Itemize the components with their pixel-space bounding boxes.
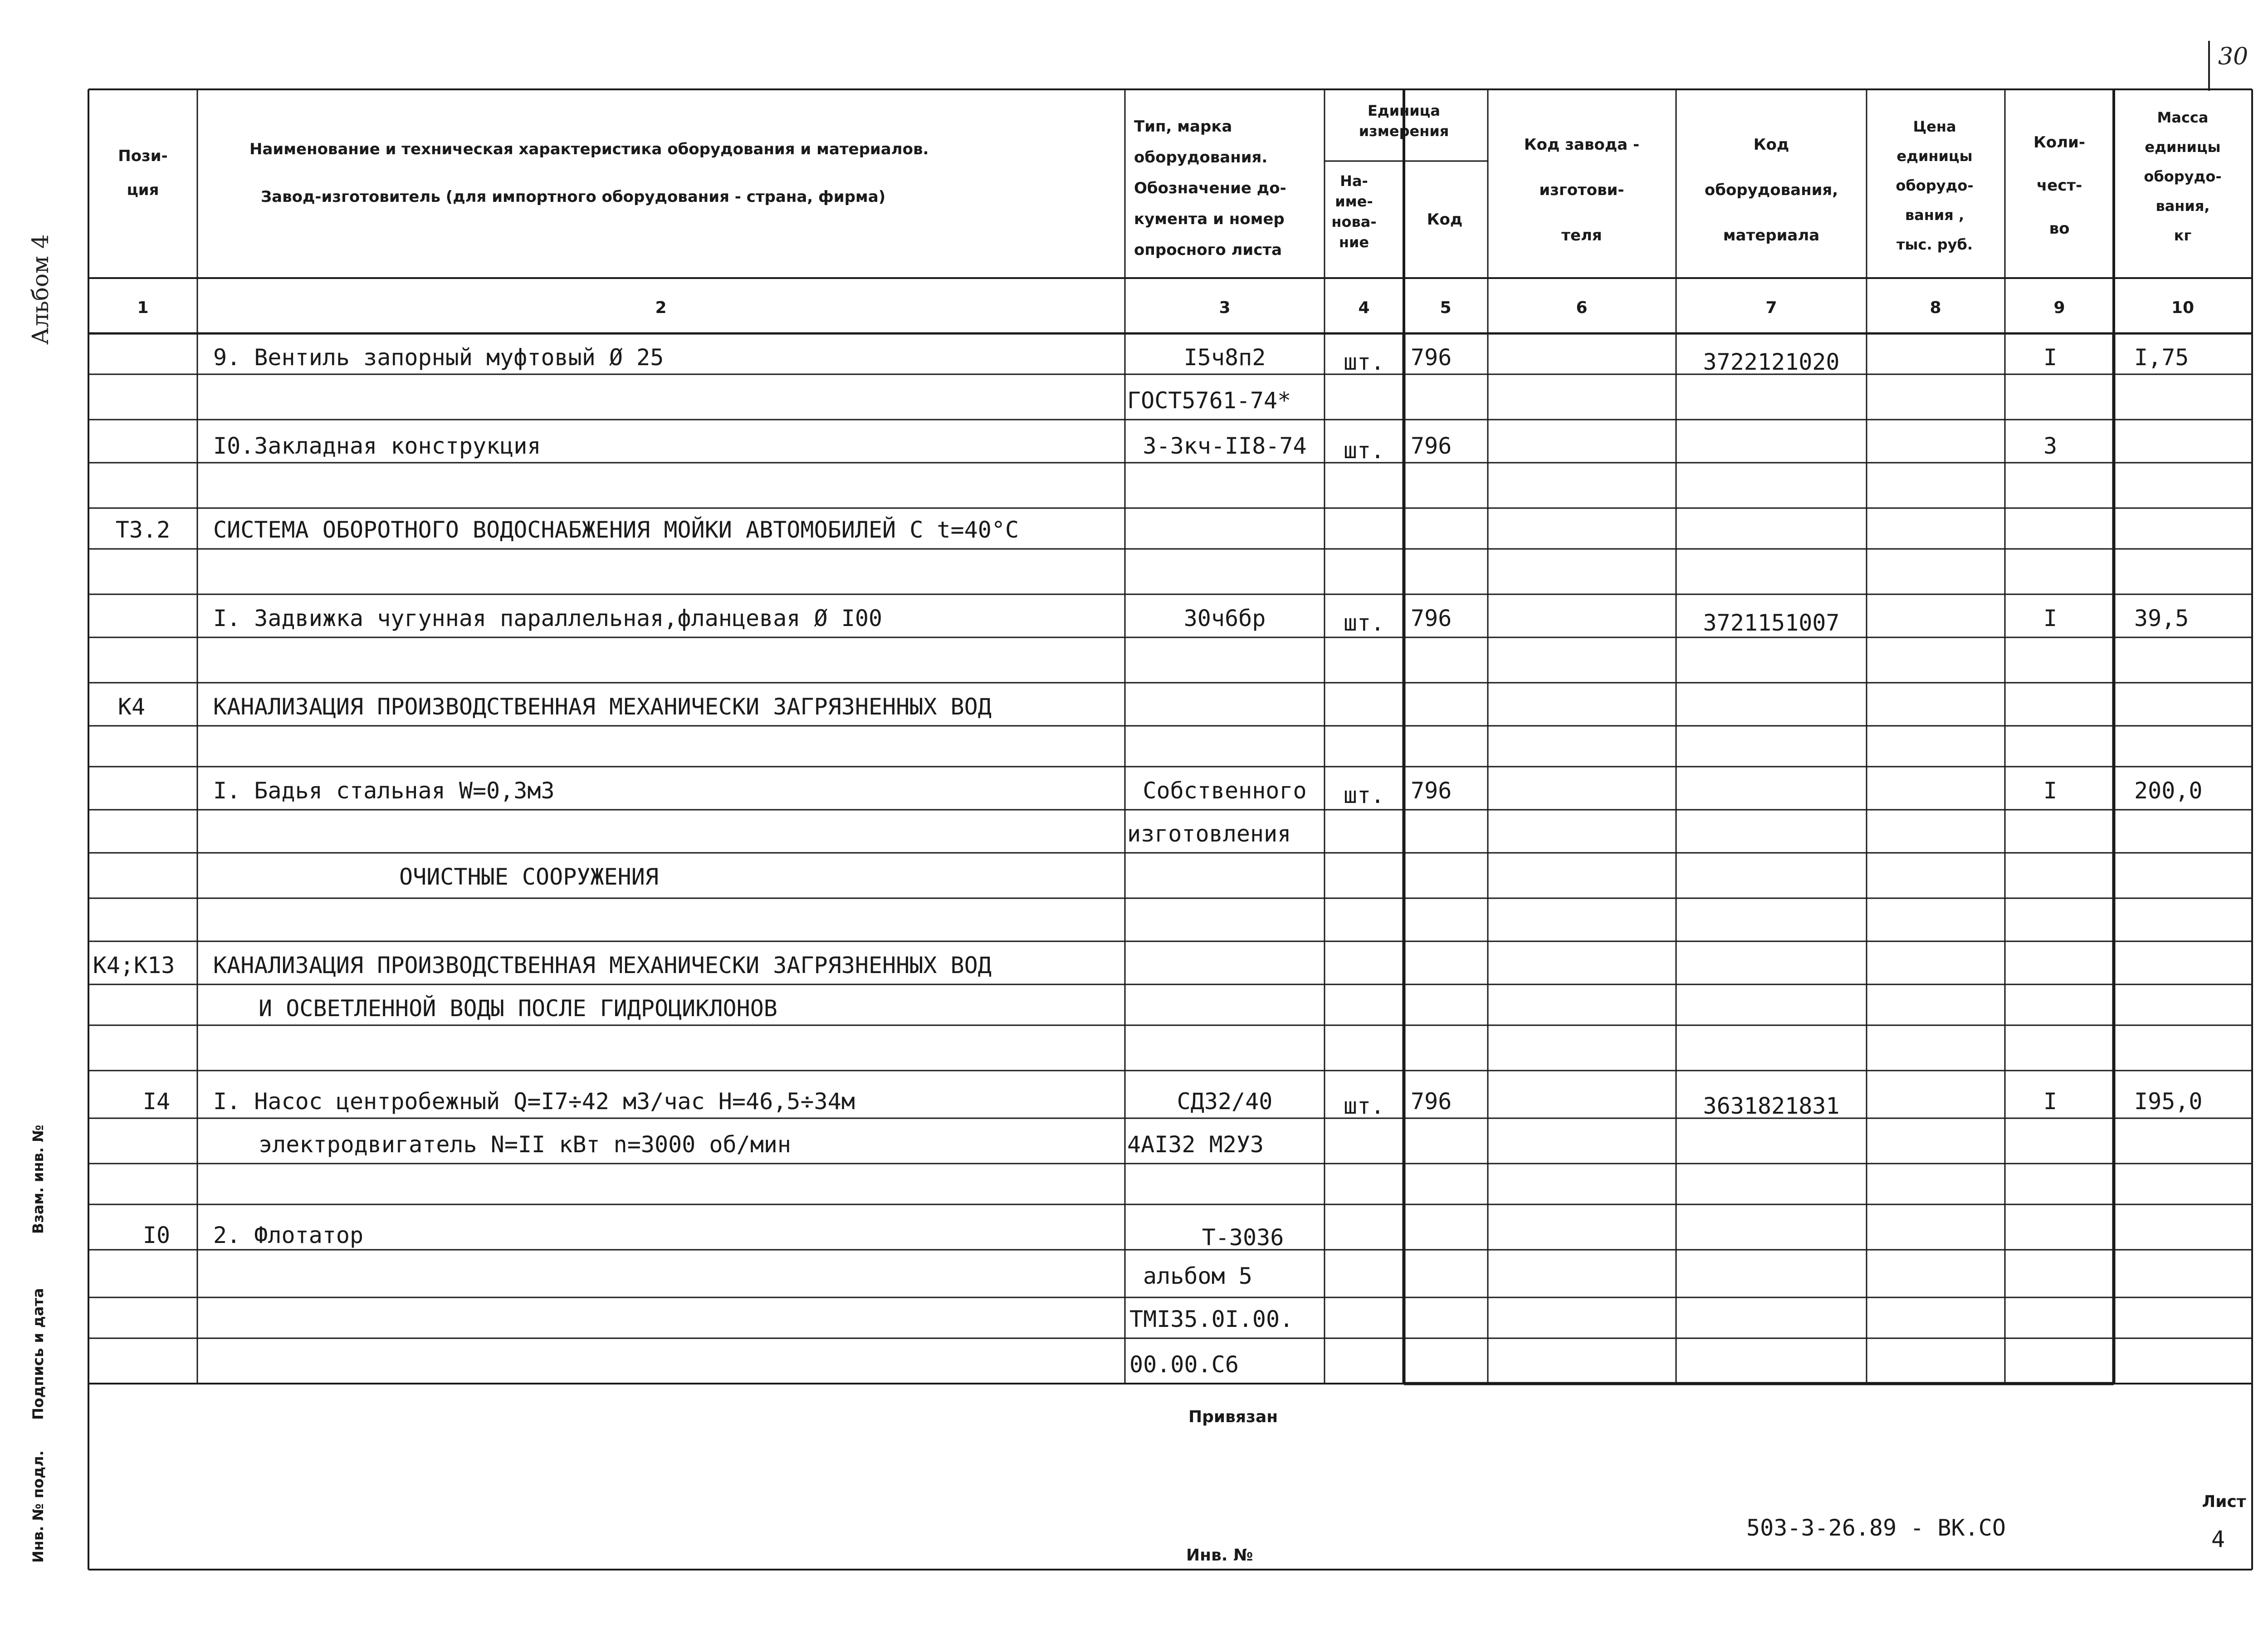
column-number: 4 xyxy=(1358,298,1370,317)
header-type: Обозначение до- xyxy=(1134,179,1286,197)
row-unit: шт. xyxy=(1343,437,1385,464)
header-mass: Масса xyxy=(2157,109,2209,126)
row-quantity: 3 xyxy=(2043,433,2058,459)
row-position: К4 xyxy=(117,694,146,720)
column-number: 3 xyxy=(1219,298,1231,317)
row-quantity: I xyxy=(2043,778,2058,804)
row-type-standard: ГОСТ5761-74* xyxy=(1127,387,1291,414)
row-name: КАНАЛИЗАЦИЯ ПРОИЗВОДСТВЕННАЯ МЕХАНИЧЕСКИ ЗАГРЯЗНЕННЫХ ВОД xyxy=(213,952,992,978)
column-number: 1 xyxy=(137,298,149,317)
header-equipment-code: оборудования, xyxy=(1704,181,1838,199)
header-equipment-code: материала xyxy=(1723,226,1820,245)
row-equipment-code: 3631821831 xyxy=(1703,1093,1840,1119)
column-number: 7 xyxy=(1765,298,1777,317)
row-name: СИСТЕМА ОБОРОТНОГО ВОДОСНАБЖЕНИЯ МОЙКИ АВТОМОБИЛЕЙ С t=40°C xyxy=(213,517,1019,543)
side-label: Взам. инв. № xyxy=(29,1125,47,1234)
row-name: I. Насос центробежный Q=I7÷42 м3/час H=46,5÷34м xyxy=(213,1088,855,1115)
header-quantity: чест- xyxy=(2036,176,2082,195)
row-motor-type: 4АI32 М2У3 xyxy=(1127,1131,1264,1158)
header-quantity: Коли- xyxy=(2033,133,2085,152)
sheet-number: 4 xyxy=(2211,1526,2225,1552)
row-position: К4;К13 xyxy=(93,952,175,978)
header-position: ция xyxy=(127,181,159,199)
header-type: кумента и номер xyxy=(1134,210,1285,228)
header-factory-code: изготови- xyxy=(1539,181,1624,199)
row-unit: шт. xyxy=(1343,782,1385,808)
stamp-inv-no: Инв. № xyxy=(1186,1546,1253,1565)
header-unit-name: нова- xyxy=(1331,213,1377,230)
row-unit-code: 796 xyxy=(1411,433,1452,459)
row-name: ОЧИСТНЫЕ СООРУЖЕНИЯ xyxy=(399,864,659,890)
row-type: 3-3кч-II8-74 xyxy=(1143,433,1307,459)
sheet-corner-number: 30 xyxy=(2218,43,2248,70)
row-name: КАНАЛИЗАЦИЯ ПРОИЗВОДСТВЕННАЯ МЕХАНИЧЕСКИ ЗАГРЯЗНЕННЫХ ВОД xyxy=(213,694,992,720)
album-label: Альбом 4 xyxy=(27,234,54,345)
document-code: 503-3-26.89 - ВК.СО xyxy=(1746,1515,2006,1541)
stamp-privyazan: Привязан xyxy=(1188,1408,1278,1426)
row-mass: I95,0 xyxy=(2134,1088,2203,1115)
row-unit-code: 796 xyxy=(1411,778,1452,804)
header-equipment-code: Код xyxy=(1753,136,1789,154)
header-unit-name: На- xyxy=(1340,172,1368,190)
row-name: 9. Вентиль запорный муфтовый Ø 25 xyxy=(213,344,664,371)
row-quantity: I xyxy=(2043,605,2058,631)
header-mass: оборудо- xyxy=(2144,168,2222,185)
row-type-album: альбом 5 xyxy=(1143,1263,1252,1289)
column-number: 8 xyxy=(1930,298,1941,317)
header-type: опросного листа xyxy=(1134,241,1282,259)
row-quantity: I xyxy=(2043,344,2058,371)
header-unit-group: измерения xyxy=(1359,122,1449,140)
column-number: 10 xyxy=(2171,298,2195,317)
row-unit-code: 796 xyxy=(1411,344,1452,371)
header-quantity: во xyxy=(2049,220,2070,238)
row-type: Т-3036 xyxy=(1202,1224,1284,1251)
row-mass: 200,0 xyxy=(2134,778,2203,804)
column-number: 6 xyxy=(1576,298,1588,317)
header-type: оборудования. xyxy=(1134,148,1268,166)
column-number: 5 xyxy=(1440,298,1452,317)
row-type-doc: ТМI35.0I.00. xyxy=(1129,1306,1294,1332)
row-quantity: I xyxy=(2043,1088,2058,1115)
header-unit-group: Единица xyxy=(1368,102,1440,119)
header-type: Тип, марка xyxy=(1134,117,1232,136)
row-name: I. Задвижка чугунная параллельная,фланцевая Ø I00 xyxy=(213,605,883,631)
row-position: I4 xyxy=(142,1088,171,1115)
row-unit: шт. xyxy=(1343,1093,1385,1119)
row-type-doc: 00.00.С6 xyxy=(1129,1351,1239,1378)
row-type: СД32/40 xyxy=(1177,1088,1273,1115)
row-name: I. Бадья стальная W=0,3м3 xyxy=(213,778,555,804)
row-unit: шт. xyxy=(1343,349,1385,375)
row-position: Т3.2 xyxy=(115,517,171,543)
header-price: единицы xyxy=(1897,147,1973,165)
header-position: Пози- xyxy=(118,147,168,165)
table-body xyxy=(93,344,2203,1378)
row-name: I0.Закладная конструкция xyxy=(213,433,541,459)
row-unit-code: 796 xyxy=(1411,605,1452,631)
header-manufacturer: Завод-изготовитель (для импортного оборудования - страна, фирма) xyxy=(261,188,886,206)
row-type: 30ч6бр xyxy=(1183,605,1266,631)
row-position: I0 xyxy=(142,1222,171,1248)
table-header xyxy=(118,102,2221,317)
header-factory-code: теля xyxy=(1561,226,1602,245)
row-name: 2. Флотатор xyxy=(213,1222,364,1248)
header-mass: вания, xyxy=(2156,197,2210,215)
row-equipment-code: 3722121020 xyxy=(1703,349,1840,375)
row-unit: шт. xyxy=(1343,610,1385,636)
header-unit-code: Код xyxy=(1427,210,1463,229)
column-number: 9 xyxy=(2053,298,2065,317)
side-label: Инв. № подл. xyxy=(29,1450,47,1563)
header-price: оборудо- xyxy=(1896,177,1974,194)
row-unit-code: 796 xyxy=(1411,1088,1452,1115)
sheet-label: Лист xyxy=(2202,1492,2246,1511)
row-equipment-code: 3721151007 xyxy=(1703,610,1840,636)
header-price: тыс. руб. xyxy=(1896,236,1973,253)
row-mass: I,75 xyxy=(2134,344,2189,371)
row-name-continued: электродвигатель N=II кВт n=3000 об/мин xyxy=(259,1131,791,1158)
header-unit-name: име- xyxy=(1335,193,1373,210)
header-mass: кг xyxy=(2174,227,2192,244)
header-factory-code: Код завода - xyxy=(1524,136,1640,154)
row-mass: 39,5 xyxy=(2134,605,2189,631)
row-name-continued: И ОСВЕТЛЕННОЙ ВОДЫ ПОСЛЕ ГИДРОЦИКЛОНОВ xyxy=(259,995,777,1022)
row-type: Собственного xyxy=(1143,778,1307,804)
header-mass: единицы xyxy=(2145,138,2221,156)
row-type-continued: изготовления xyxy=(1127,821,1291,847)
header-price: вания , xyxy=(1905,206,1965,224)
header-unit-name: ние xyxy=(1339,234,1369,251)
header-name: Наименование и техническая характеристика оборудования и материалов. xyxy=(249,140,929,158)
row-type: I5ч8п2 xyxy=(1183,344,1266,371)
side-label: Подпись и дата xyxy=(29,1288,47,1420)
header-price: Цена xyxy=(1913,118,1956,135)
column-number: 2 xyxy=(655,298,667,317)
